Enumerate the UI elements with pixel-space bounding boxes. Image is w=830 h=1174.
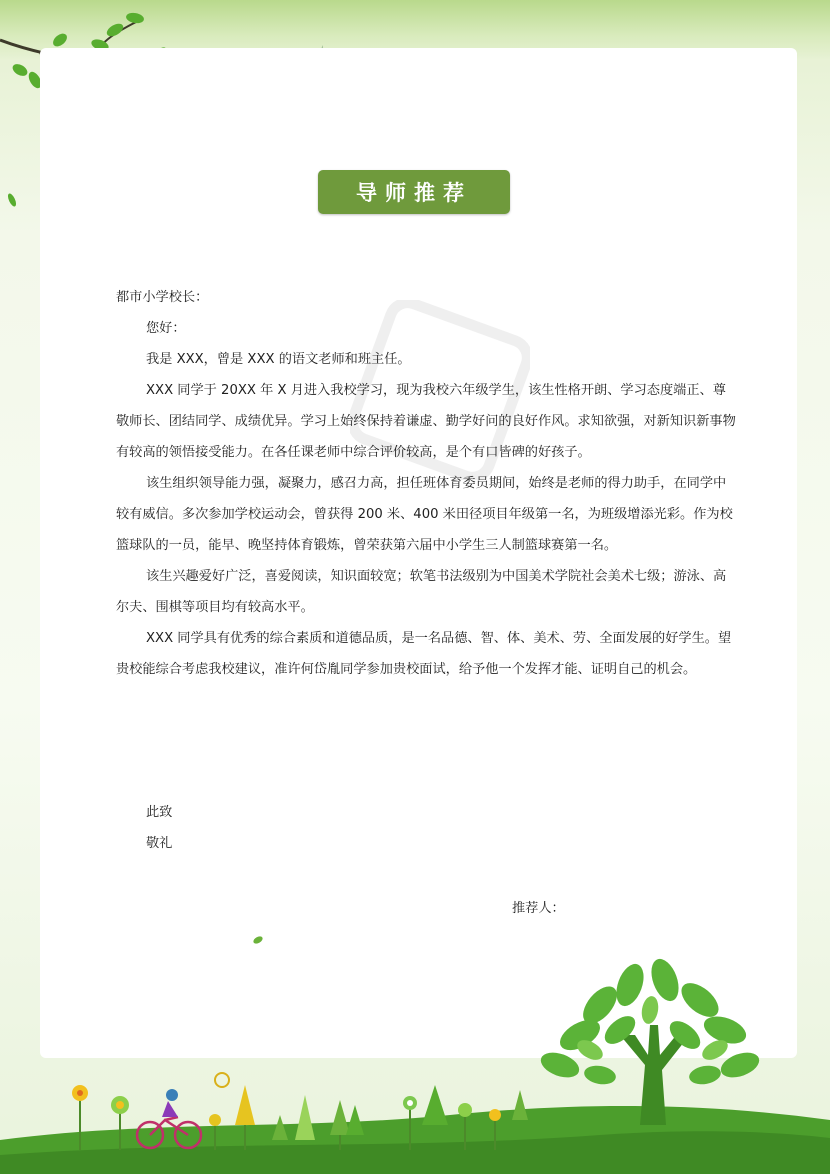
greeting-line: 都市小学校长：	[116, 290, 209, 305]
paragraph-intro: 我是 XXX，曾是 XXX 的语文老师和班主任。	[146, 352, 411, 367]
tree-illustration	[520, 955, 780, 1125]
closing-line-1: 此致	[146, 805, 173, 820]
paragraph-conclusion: XXX 同学具有优秀的综合素质和道德品质，是一名品德、智、体、美术、劳、全面发展的好学生。望贵校能综合考虑我校建议，准许何岱胤同学参加贵校面试，给予他一个发挥才能、证明自己的机会。	[116, 631, 732, 677]
salutation-line: 您好：	[146, 321, 186, 336]
meadow-decoration-illustration	[50, 1065, 530, 1155]
paragraph-leadership: 该生组织领导能力强，凝聚力，感召力高，担任班体育委员期间，始终是老师的得力助手，在同学中较有威信。多次参加学校运动会，曾获得 200 米、400 米田径项目年级第一名，为班级增添光彩。作为校篮球队的一员，能早、晚坚持体育锻炼，曾荣获第六届中小学生三人制篮球赛第一名。	[116, 476, 733, 553]
paragraph-study: XXX 同学于 20XX 年 X 月进入我校学习，现为我校六年级学生，该生性格开朗、学习态度端正、尊敬师长、团结同学、成绩优异。学习上始终保持着谦虚、勤学好问的良好作风。求知欲强，对新知识新事物有较高的领悟接受能力。在各任课老师中综合评价较高，是个有口皆碑的好孩子。	[116, 383, 736, 460]
falling-leaf-icon	[252, 934, 264, 946]
letter-body	[116, 282, 738, 685]
closing-line-2: 敬礼	[146, 836, 173, 851]
paragraph-hobbies: 该生兴趣爱好广泛，喜爱阅读，知识面较宽；软笔书法级别为中国美术学院社会美术七级；游泳、高尔夫、围棋等项目均有较高水平。	[116, 569, 727, 615]
page-title: 导师推荐	[318, 170, 510, 214]
recommender-label: 推荐人：	[512, 901, 565, 916]
